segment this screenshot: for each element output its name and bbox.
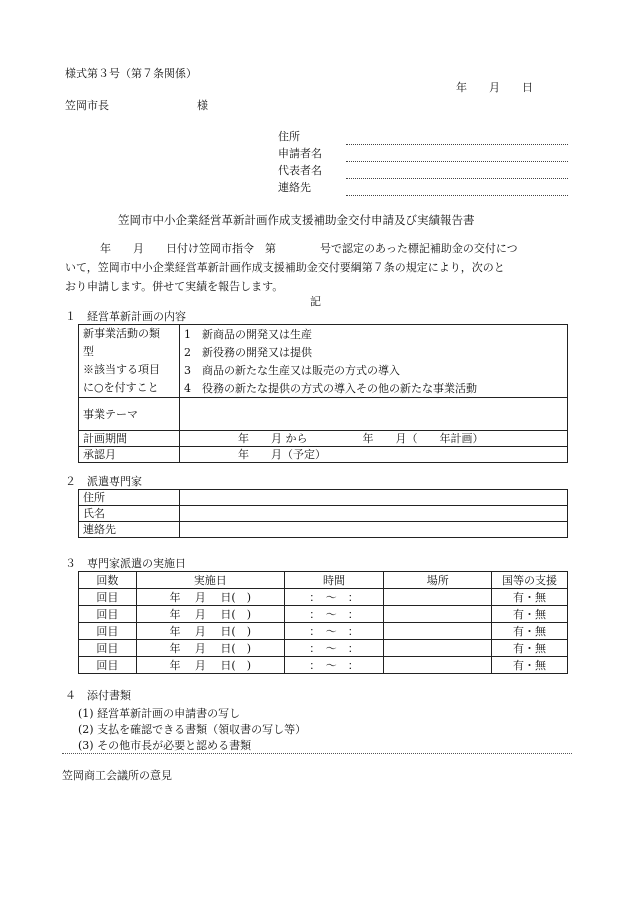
col-header-place: 場所 <box>384 572 492 589</box>
table-row <box>79 640 568 657</box>
addressee: 笠岡市長 様 <box>65 99 208 112</box>
time-cell[interactable]: ： ～ ： <box>284 640 384 657</box>
support-cell[interactable]: 有・無 <box>492 589 568 606</box>
contact-row <box>278 182 568 200</box>
activity-type-label <box>79 325 180 398</box>
time-cell[interactable]: ： ～ ： <box>284 589 384 606</box>
activity-options <box>180 325 568 398</box>
activity-label-line-1: 新事業活動の類 <box>83 327 160 340</box>
col-header-count: 回数 <box>79 572 137 589</box>
expert-address-label: 住所 <box>79 490 180 506</box>
count-cell[interactable]: 回目 <box>79 606 137 623</box>
section1-heading: １ 経営革新計画の内容 <box>65 310 186 323</box>
attachment-item-1: (1) 経営革新計画の申請書の写し <box>78 707 241 720</box>
period-label: 計画期間 <box>79 431 180 447</box>
theme-value[interactable] <box>180 398 568 431</box>
expert-contact-value[interactable] <box>180 522 568 538</box>
option-text: 役務の新たな提供の方式の導入その他の新たな事業活動 <box>202 381 477 395</box>
col-header-support: 国等の支援 <box>492 572 568 589</box>
applicant-name-label: 申請者名 <box>278 147 322 160</box>
expert-address-value[interactable] <box>180 490 568 506</box>
expert-table <box>78 489 568 538</box>
date-cell[interactable]: 年 月 日( ) <box>136 657 284 674</box>
place-cell[interactable] <box>384 606 492 623</box>
support-cell[interactable]: 有・無 <box>492 640 568 657</box>
expert-name-label: 氏名 <box>79 506 180 522</box>
attachment-item-3: (3) その他市長が必要と認める書類 <box>78 739 252 752</box>
period-value[interactable]: 年 月 から 年 月（ 年計画） <box>180 431 568 447</box>
option-number: 3 <box>184 363 191 377</box>
section4-heading: ４ 添付書類 <box>65 689 131 702</box>
expert-name-value[interactable] <box>180 506 568 522</box>
activity-option-3[interactable] <box>184 361 563 379</box>
place-cell[interactable] <box>384 657 492 674</box>
representative-line[interactable] <box>346 178 568 179</box>
time-cell[interactable]: ： ～ ： <box>284 623 384 640</box>
place-cell[interactable] <box>384 623 492 640</box>
approval-value[interactable]: 年 月（予定） <box>180 447 568 463</box>
table-row <box>79 606 568 623</box>
chamber-opinion-area[interactable] <box>62 790 572 880</box>
chamber-opinion-label: 笠岡商工会議所の意見 <box>62 769 172 782</box>
date-cell[interactable]: 年 月 日( ) <box>136 589 284 606</box>
body-line-1: 年 月 日付け笠岡市指令 第 号で認定のあった標記補助金の交付につ <box>100 242 518 255</box>
option-number: 2 <box>184 345 191 359</box>
time-cell[interactable]: ： ～ ： <box>284 657 384 674</box>
activity-label-line-3: ※該当する項目 <box>83 363 160 376</box>
plan-content-table <box>78 324 568 463</box>
section3-heading: ３ 専門家派遣の実施日 <box>65 557 186 570</box>
activity-label-line-4: に○を付すこと <box>83 381 159 394</box>
applicant-address-label: 住所 <box>278 130 300 143</box>
count-cell[interactable]: 回目 <box>79 657 137 674</box>
table-row <box>79 589 568 606</box>
count-cell[interactable]: 回目 <box>79 623 137 640</box>
option-text: 商品の新たな生産又は販売の方式の導入 <box>202 363 400 377</box>
expert-contact-label: 連絡先 <box>79 522 180 538</box>
option-text: 新商品の開発又は生産 <box>202 327 312 341</box>
option-number: 1 <box>184 327 191 341</box>
ki-mark: 記 <box>310 295 321 308</box>
support-cell[interactable]: 有・無 <box>492 623 568 640</box>
approval-label: 承認月 <box>79 447 180 463</box>
support-cell[interactable]: 有・無 <box>492 606 568 623</box>
theme-label: 事業テーマ <box>79 398 180 431</box>
time-cell[interactable]: ： ～ ： <box>284 606 384 623</box>
activity-option-4[interactable] <box>184 379 563 397</box>
section2-heading: ２ 派遣専門家 <box>65 475 142 488</box>
applicant-name-line[interactable] <box>346 161 568 162</box>
representative-label: 代表者名 <box>278 164 322 177</box>
support-cell[interactable]: 有・無 <box>492 657 568 674</box>
dispatch-header-row <box>79 572 568 589</box>
col-header-time: 時間 <box>284 572 384 589</box>
table-row <box>79 623 568 640</box>
activity-option-2[interactable] <box>184 343 563 361</box>
date-cell[interactable]: 年 月 日( ) <box>136 623 284 640</box>
place-cell[interactable] <box>384 589 492 606</box>
activity-option-1[interactable] <box>184 325 563 343</box>
contact-label: 連絡先 <box>278 181 311 194</box>
col-header-date: 実施日 <box>136 572 284 589</box>
place-cell[interactable] <box>384 640 492 657</box>
applicant-address-line[interactable] <box>346 144 568 145</box>
dispatch-dates-table <box>78 571 568 674</box>
attachment-item-2: (2) 支払を確認できる書類（領収書の写し等） <box>78 723 307 736</box>
date-cell[interactable]: 年 月 日( ) <box>136 640 284 657</box>
count-cell[interactable]: 回目 <box>79 640 137 657</box>
date-line: 年 月 日 <box>456 81 533 94</box>
date-cell[interactable]: 年 月 日( ) <box>136 606 284 623</box>
body-line-2: いて，笠岡市中小企業経営革新計画作成支援補助金交付要綱第７条の規定により，次のと <box>65 261 505 274</box>
separator-line <box>62 753 572 754</box>
activity-label-line-2: 型 <box>83 345 94 358</box>
document-title: 笠岡市中小企業経営革新計画作成支援補助金交付申請及び実績報告書 <box>118 213 475 227</box>
body-line-3: おり申請します。併せて実績を報告します。 <box>65 280 284 293</box>
table-row <box>79 657 568 674</box>
form-number: 様式第３号（第７条関係） <box>65 67 197 80</box>
option-number: 4 <box>184 381 191 395</box>
representative-row <box>278 165 568 183</box>
contact-line[interactable] <box>346 195 568 196</box>
option-text: 新役務の開発又は提供 <box>202 345 312 359</box>
count-cell[interactable]: 回目 <box>79 589 137 606</box>
